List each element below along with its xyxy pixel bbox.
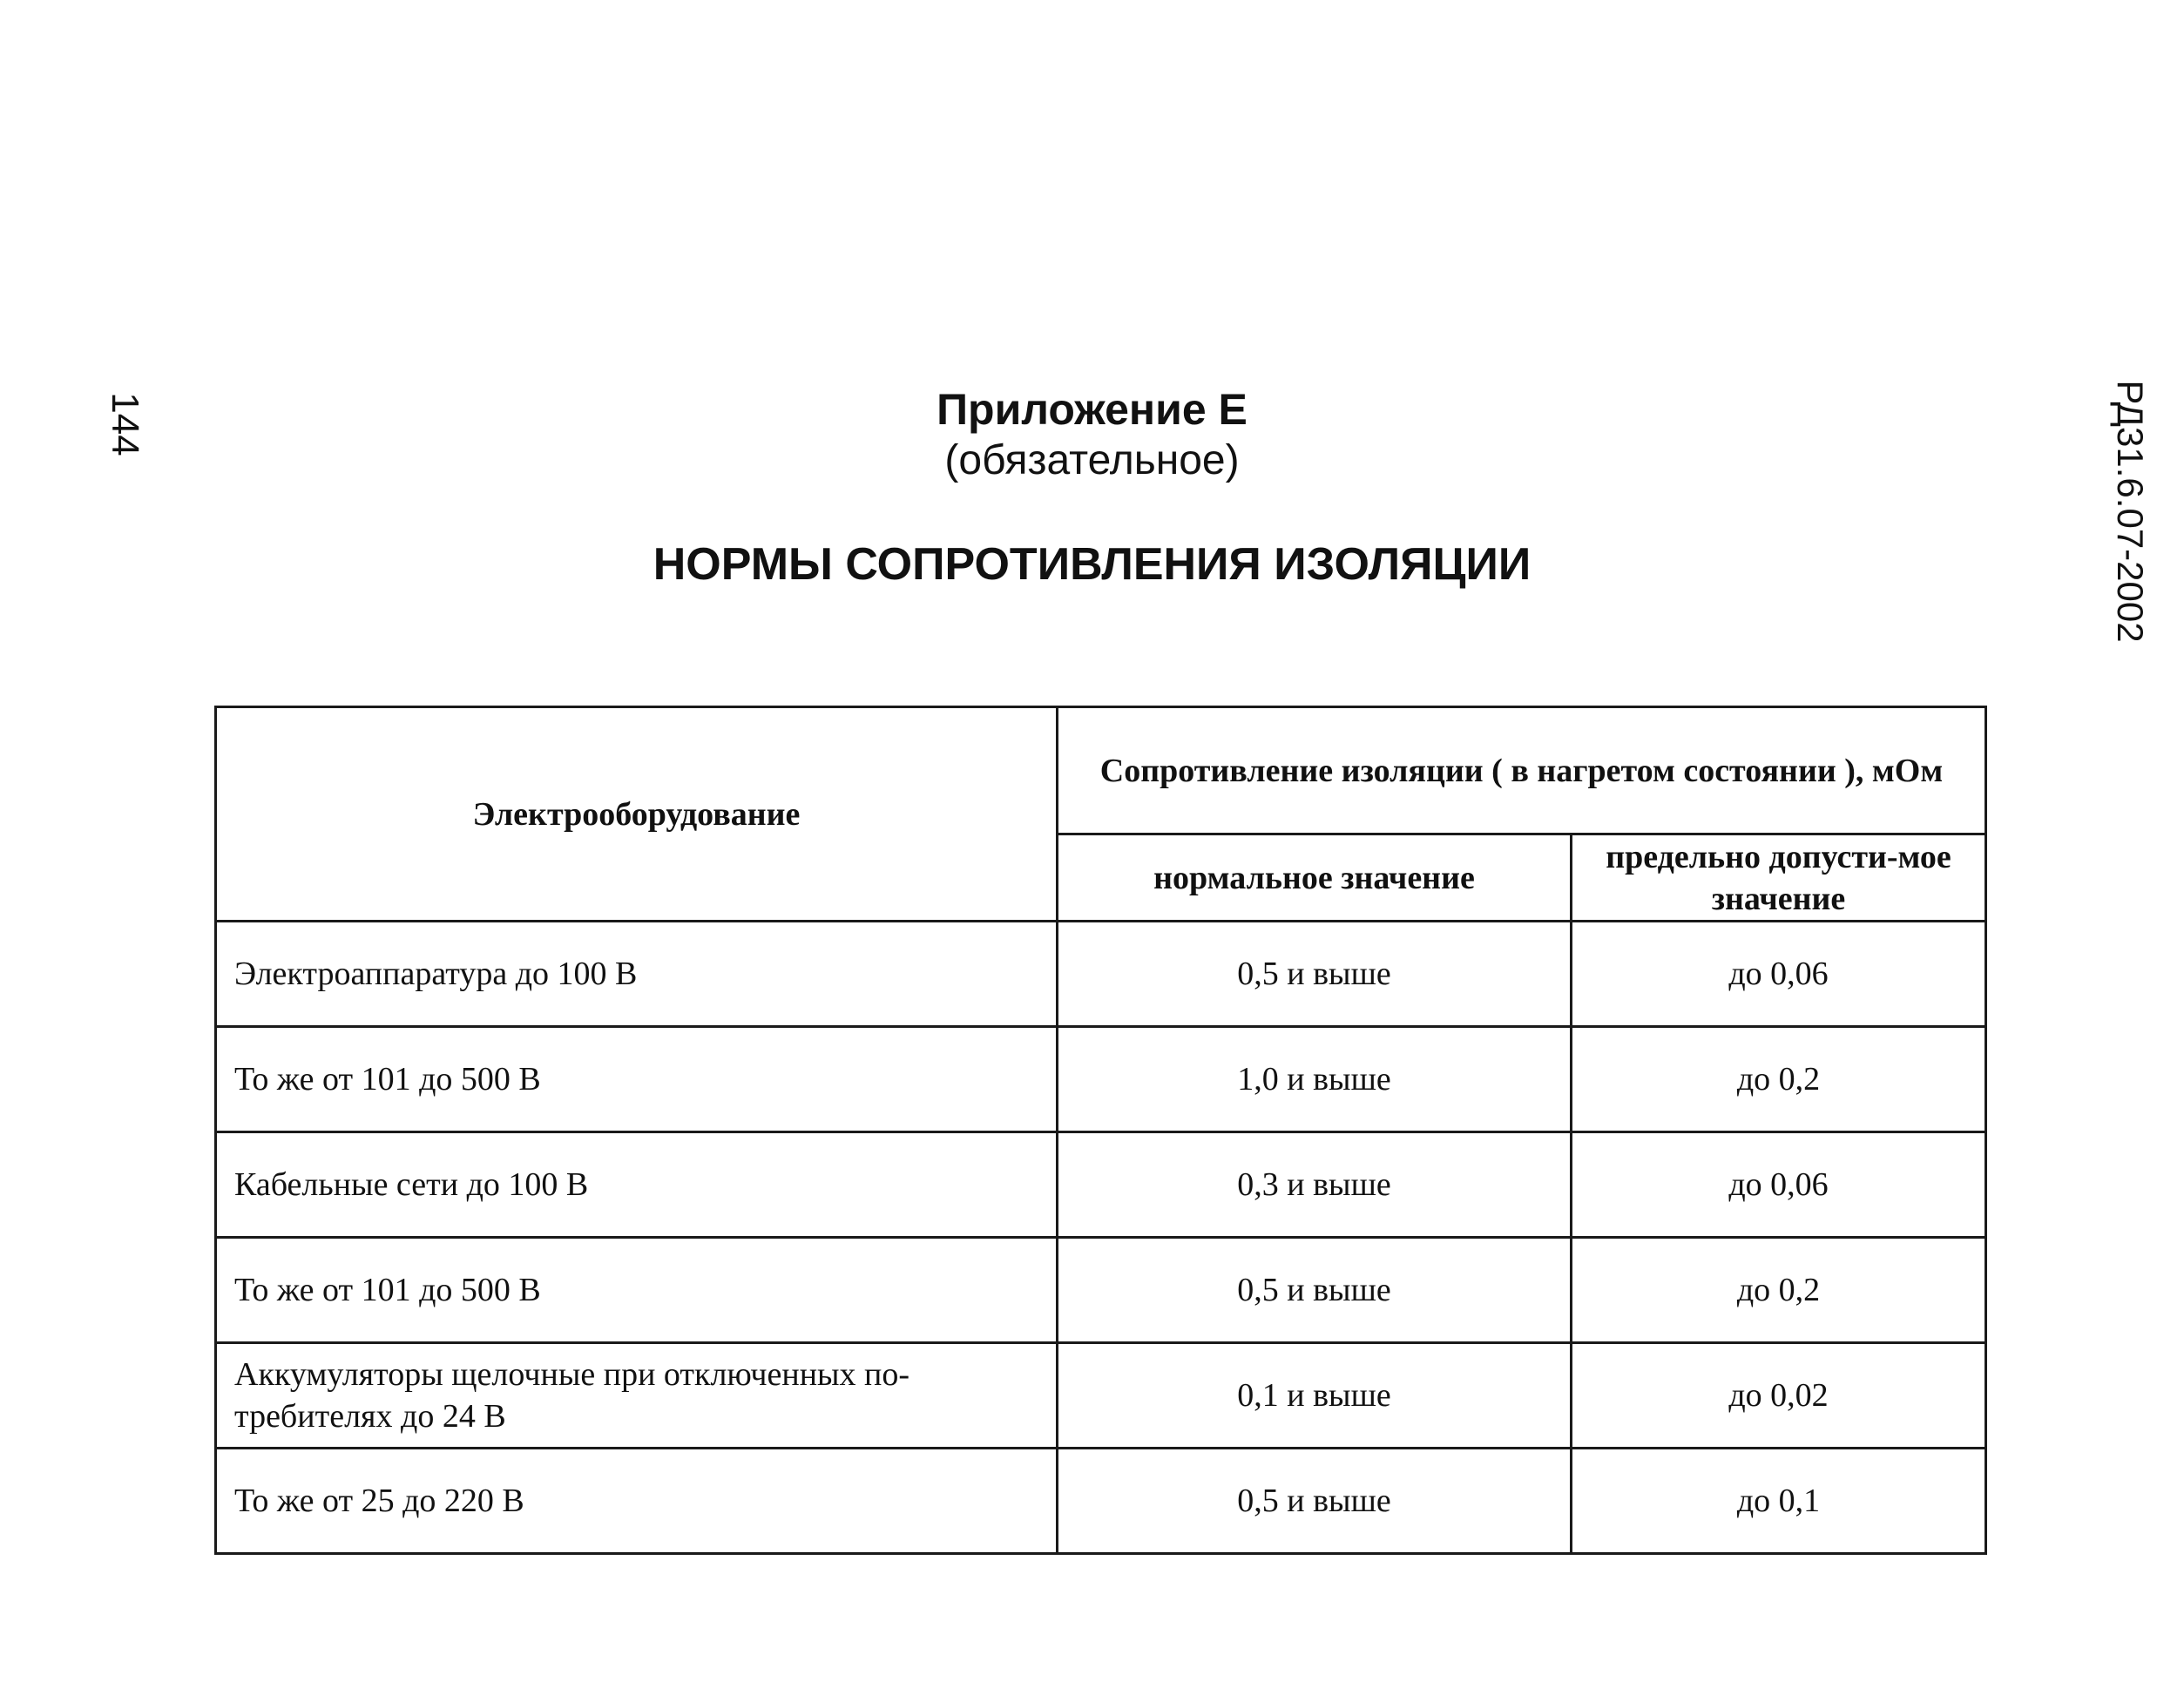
equipment-cell: То же от 101 до 500 В: [216, 1238, 1058, 1343]
appendix-subtitle: (обязательное): [944, 437, 1240, 483]
normal-value-cell: 0,1 и выше: [1058, 1343, 1572, 1449]
header-equipment: Электрооборудование: [216, 707, 1058, 922]
normal-value-cell: 0,5 и выше: [1058, 1238, 1572, 1343]
equipment-cell: Электроаппаратура до 100 В: [216, 922, 1058, 1027]
table-row: [216, 1027, 1986, 1132]
header-normal-value: нормальное значение: [1058, 834, 1572, 922]
limit-value-cell: до 0,1: [1572, 1449, 1986, 1554]
document-code: РД31.6.07-2002: [2110, 380, 2151, 643]
normal-value-cell: 0,3 и выше: [1058, 1132, 1572, 1238]
insulation-norms-table: [214, 706, 1987, 1555]
header-limit-value: предельно допусти-мое значение: [1572, 834, 1986, 922]
table-row: [216, 1132, 1986, 1238]
table-row: [216, 1238, 1986, 1343]
table-row: [216, 1449, 1986, 1554]
appendix-title: Приложение Е: [936, 385, 1248, 434]
limit-value-cell: до 0,06: [1572, 922, 1986, 1027]
page-number: 144: [104, 392, 146, 456]
limit-value-cell: до 0,02: [1572, 1343, 1986, 1449]
equipment-cell: То же от 101 до 500 В: [216, 1027, 1058, 1132]
limit-value-cell: до 0,06: [1572, 1132, 1986, 1238]
page-heading: НОРМЫ СОПРОТИВЛЕНИЯ ИЗОЛЯЦИИ: [652, 539, 1532, 590]
normal-value-cell: 0,5 и выше: [1058, 922, 1572, 1027]
equipment-cell: Кабельные сети до 100 В: [216, 1132, 1058, 1238]
normal-value-cell: 1,0 и выше: [1058, 1027, 1572, 1132]
equipment-cell: Аккумуляторы щелочные при отключенных по-требителях до 24 В: [216, 1343, 1058, 1449]
normal-value-cell: 0,5 и выше: [1058, 1449, 1572, 1554]
header-resistance: Сопротивление изоляции ( в нагретом состоянии ), мОм: [1058, 707, 1986, 834]
table-row: [216, 1343, 1986, 1449]
table-row: [216, 922, 1986, 1027]
table-header-row: [216, 707, 1986, 834]
limit-value-cell: до 0,2: [1572, 1238, 1986, 1343]
limit-value-cell: до 0,2: [1572, 1027, 1986, 1132]
equipment-cell: То же от 25 до 220 В: [216, 1449, 1058, 1554]
